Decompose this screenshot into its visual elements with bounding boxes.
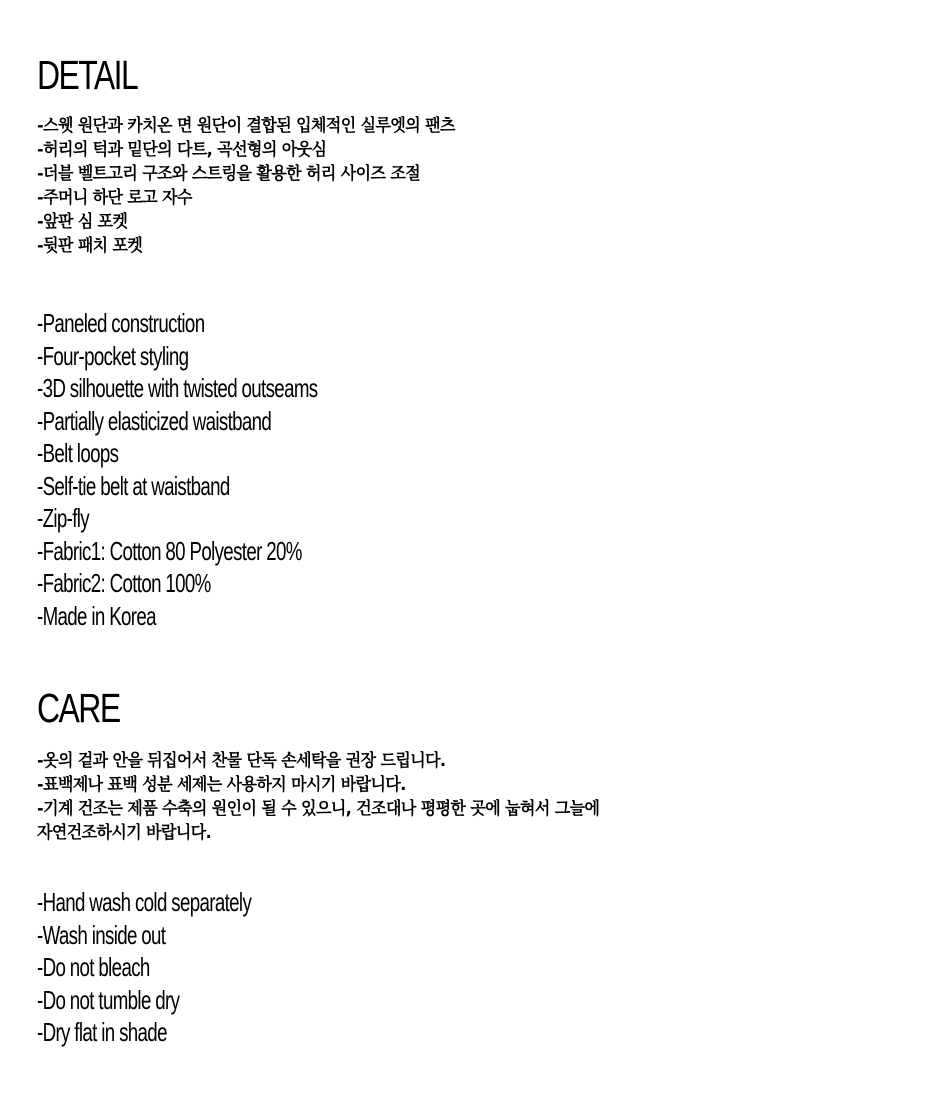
detail-english-line: -Zip-fly <box>37 503 90 533</box>
care-english-line: -Do not bleach <box>37 952 150 982</box>
detail-english-line: -Paneled construction <box>37 308 205 338</box>
detail-english-line: -Self-tie belt at waistband <box>37 470 230 501</box>
care-english-line: -Dry flat in shade <box>37 1017 167 1047</box>
care-english-line: -Wash inside out <box>37 919 166 950</box>
care-english-line: -Hand wash cold separately <box>37 887 252 917</box>
detail-korean-line: -스웻 원단과 카치온 면 원단이 결합된 입체적인 실루엣의 팬츠 <box>37 116 455 136</box>
care-korean-list <box>37 749 599 845</box>
detail-korean-list <box>37 114 455 258</box>
detail-english-line: -Made in Korea <box>37 600 156 631</box>
detail-english-line: -Partially elasticized waistband <box>37 405 272 436</box>
care-korean-line: -표백제나 표백 성분 세제는 사용하지 마시기 바랍니다. <box>37 775 406 795</box>
care-english-line: -Do not tumble dry <box>37 984 180 1015</box>
care-heading: CARE <box>37 685 120 731</box>
detail-korean-line: -앞판 심 포켓 <box>37 212 128 232</box>
detail-english-line: -Belt loops <box>37 438 119 468</box>
detail-heading: DETAIL <box>37 52 138 98</box>
detail-english-line: -Fabric1: Cotton 80 Polyester 20% <box>37 535 302 566</box>
care-korean-line: -기계 건조는 제품 수축의 원인이 될 수 있으니, 건조대나 평평한 곳에 눕혀서 그늘에 <box>37 799 600 819</box>
detail-korean-line: -뒷판 패치 포켓 <box>37 236 143 256</box>
detail-english-line: -Fabric2: Cotton 100% <box>37 568 211 598</box>
care-korean-line: 자연건조하시기 바랍니다. <box>37 823 212 843</box>
detail-korean-line: -허리의 턱과 밑단의 다트, 곡선형의 아웃심 <box>37 140 327 160</box>
detail-korean-line: -주머니 하단 로고 자수 <box>37 188 192 208</box>
detail-english-line: -Four-pocket styling <box>37 340 189 371</box>
detail-english-list <box>37 307 317 632</box>
care-korean-line: -옷의 겉과 안을 뒤집어서 찬물 단독 손세탁을 권장 드립니다. <box>37 751 446 771</box>
detail-korean-line: -더블 벨트고리 구조와 스트링을 활용한 허리 사이즈 조절 <box>37 164 421 184</box>
care-english-list <box>37 886 251 1049</box>
detail-english-line: -3D silhouette with twisted outseams <box>37 373 318 403</box>
